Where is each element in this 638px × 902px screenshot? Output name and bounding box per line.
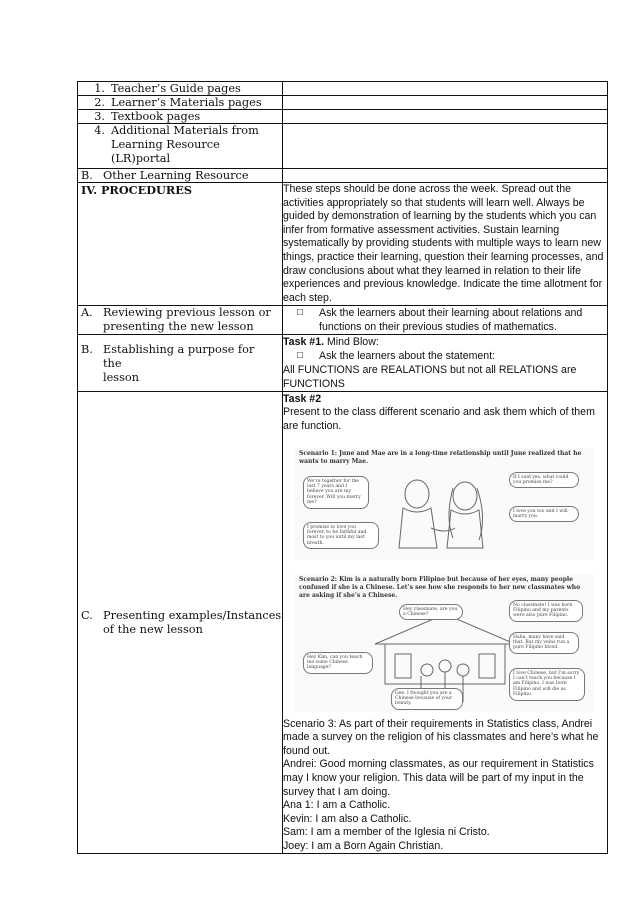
speech-bubble: No classmate! I was born Filipino and my parents were also pure Filipino. [509, 600, 583, 622]
resource-cell [78, 110, 283, 124]
resource-cell [78, 96, 283, 110]
section-a-label: Reviewing previous lesson or presenting the new lesson [103, 306, 271, 334]
section-a-label-cell [78, 306, 283, 335]
procedures-heading: IV. PROCEDURES [81, 183, 193, 197]
section-letter: C. [81, 608, 93, 622]
section-b-label-line: lesson [103, 371, 139, 385]
scenario-3-intro: Scenario 3: As part of their requirements in Statistics class, Andrei made a survey on the religion of his classmates and here’s what he found out. [283, 717, 599, 757]
section-letter: B. [81, 169, 93, 182]
speech-bubble: Hey classmate, are you a Chinese? [399, 604, 463, 621]
section-a-content-cell [283, 306, 608, 335]
scenario-1-caption: Scenario 1: June and Mae are in a long-time relationship until June realized that he wants to marry Mae. [299, 449, 582, 465]
resource-row-4 [78, 124, 608, 169]
task-1-label: Task #1. [283, 336, 325, 349]
resource-row-2 [78, 96, 608, 110]
empty-cell [283, 96, 608, 110]
functions-statement: All FUNCTIONS are REALATIONS but not all RELATIONS are FUNCTIONS [283, 364, 577, 391]
section-b-row [78, 335, 608, 392]
dialogue-line: Andrei: Good morning classmates, as our requirement in Statistics may I know your religion. This data will be part of my input in the survey that I am doing. [283, 758, 594, 798]
task-2-instructions: Present to the class different scenario and ask them which of them are function. [283, 406, 595, 432]
resource-label: Teacher’s Guide pages [111, 82, 241, 95]
section-c-row [78, 392, 608, 854]
section-c-label: Presenting examples/Instances of the new lesson [103, 608, 282, 636]
task-1-heading [283, 335, 607, 349]
resource-row-3 [78, 110, 608, 124]
dialogue-line: Kevin: I am also a Catholic. [283, 812, 412, 825]
task-1-title: Mind Blow: [324, 336, 379, 349]
speech-bubble: I promise to love you forever, to be faithful and most to you until my last breath. [303, 522, 379, 550]
speech-bubble: Gee, I thought you are a Chinese because of your beauty. [391, 688, 463, 710]
resource-row-1 [78, 82, 608, 96]
speech-bubble: Hey Kim, can you teach me some Chinese language? [303, 652, 373, 674]
empty-cell [283, 124, 608, 169]
section-c-content-cell [283, 392, 608, 854]
section-letter: B. [81, 343, 93, 357]
scenario-2-caption: Scenario 2: Kim is a naturally born Filipino but because of her eyes, many people confused if she is a Chinese. Let’s see how she responds to her new classmates who are asking if she’s a Chinese. [299, 575, 581, 599]
section-b-label-line: the [103, 357, 122, 371]
section-a-bullet-text: Ask the learners about their learning about relations and functions on their previous studies of mathematics. [319, 307, 583, 334]
speech-bubble: Haha, many have said that. But my veins run a pure Filipino blood. [509, 632, 579, 654]
scenario-1-illustration [295, 448, 595, 560]
procedures-heading-cell [78, 183, 283, 306]
section-b-label-line: Establishing a purpose for [103, 343, 255, 357]
procedures-intro: These steps should be done across the week. Spread out the activities appropriately so that students will learn well. Always be guided by demonstration of learning by the students which you can infer from formative assessment activities. Sustain learning systematically by providing students with multiple ways to learn new things, practice their learning, question their learning processes, and draw conclusions about what they learned in relation to their life experiences and previous knowledge. Indicate the time allotment for each step. [283, 183, 604, 304]
resource-cell [78, 124, 283, 169]
dialogue-line: Sam: I am a member of the Iglesia ni Cristo. [283, 826, 490, 839]
dialogue-line: Joey: I am a Born Again Christian. [283, 839, 444, 852]
section-b-bullet-text: Ask the learners about the statement: [319, 350, 496, 363]
scenario-2-illustration [295, 574, 595, 712]
dialogue-line: Ana 1: I am a Catholic. [283, 799, 391, 812]
speech-bubble: I love you too and I will marry you. [509, 506, 579, 523]
empty-cell [283, 169, 608, 183]
task-2-title: Task #2 [283, 393, 322, 406]
checkbox-bullet-icon: □ [297, 350, 304, 362]
resource-label: Additional Materials from Learning Resource (LR)portal [111, 124, 259, 165]
speech-bubble: If I said yes, what could you promise me? [509, 472, 579, 489]
empty-cell [283, 82, 608, 96]
speech-bubble: I love Chinese, but I’m sorry I can’t teach you because I am Filipino. I was born Filipino and will die as Filipino. [509, 668, 585, 701]
empty-cell [283, 110, 608, 124]
lesson-plan-table [77, 81, 608, 854]
procedures-intro-cell [283, 183, 608, 306]
resource-label: Textbook pages [111, 110, 201, 123]
checkbox-bullet-icon: □ [297, 307, 304, 319]
other-resource-cell [78, 169, 283, 183]
item-number: 4. [94, 124, 105, 137]
resource-label: Learner’s Materials pages [111, 96, 262, 109]
section-b-content-cell [283, 335, 608, 392]
section-b-label-cell [78, 335, 283, 392]
other-resource-label: Other Learning Resource [103, 169, 249, 182]
section-letter: A. [81, 306, 93, 320]
speech-bubble: We’re together for the last 7 years and I believe you are my forever. Will you marry me? [303, 476, 369, 509]
resource-cell [78, 82, 283, 96]
item-number: 3. [94, 110, 105, 123]
item-number: 1. [94, 82, 105, 95]
section-c-label-cell [78, 392, 283, 854]
section-a-row [78, 306, 608, 335]
other-resource-row [78, 169, 608, 183]
procedures-row [78, 183, 608, 306]
item-number: 2. [94, 96, 105, 109]
